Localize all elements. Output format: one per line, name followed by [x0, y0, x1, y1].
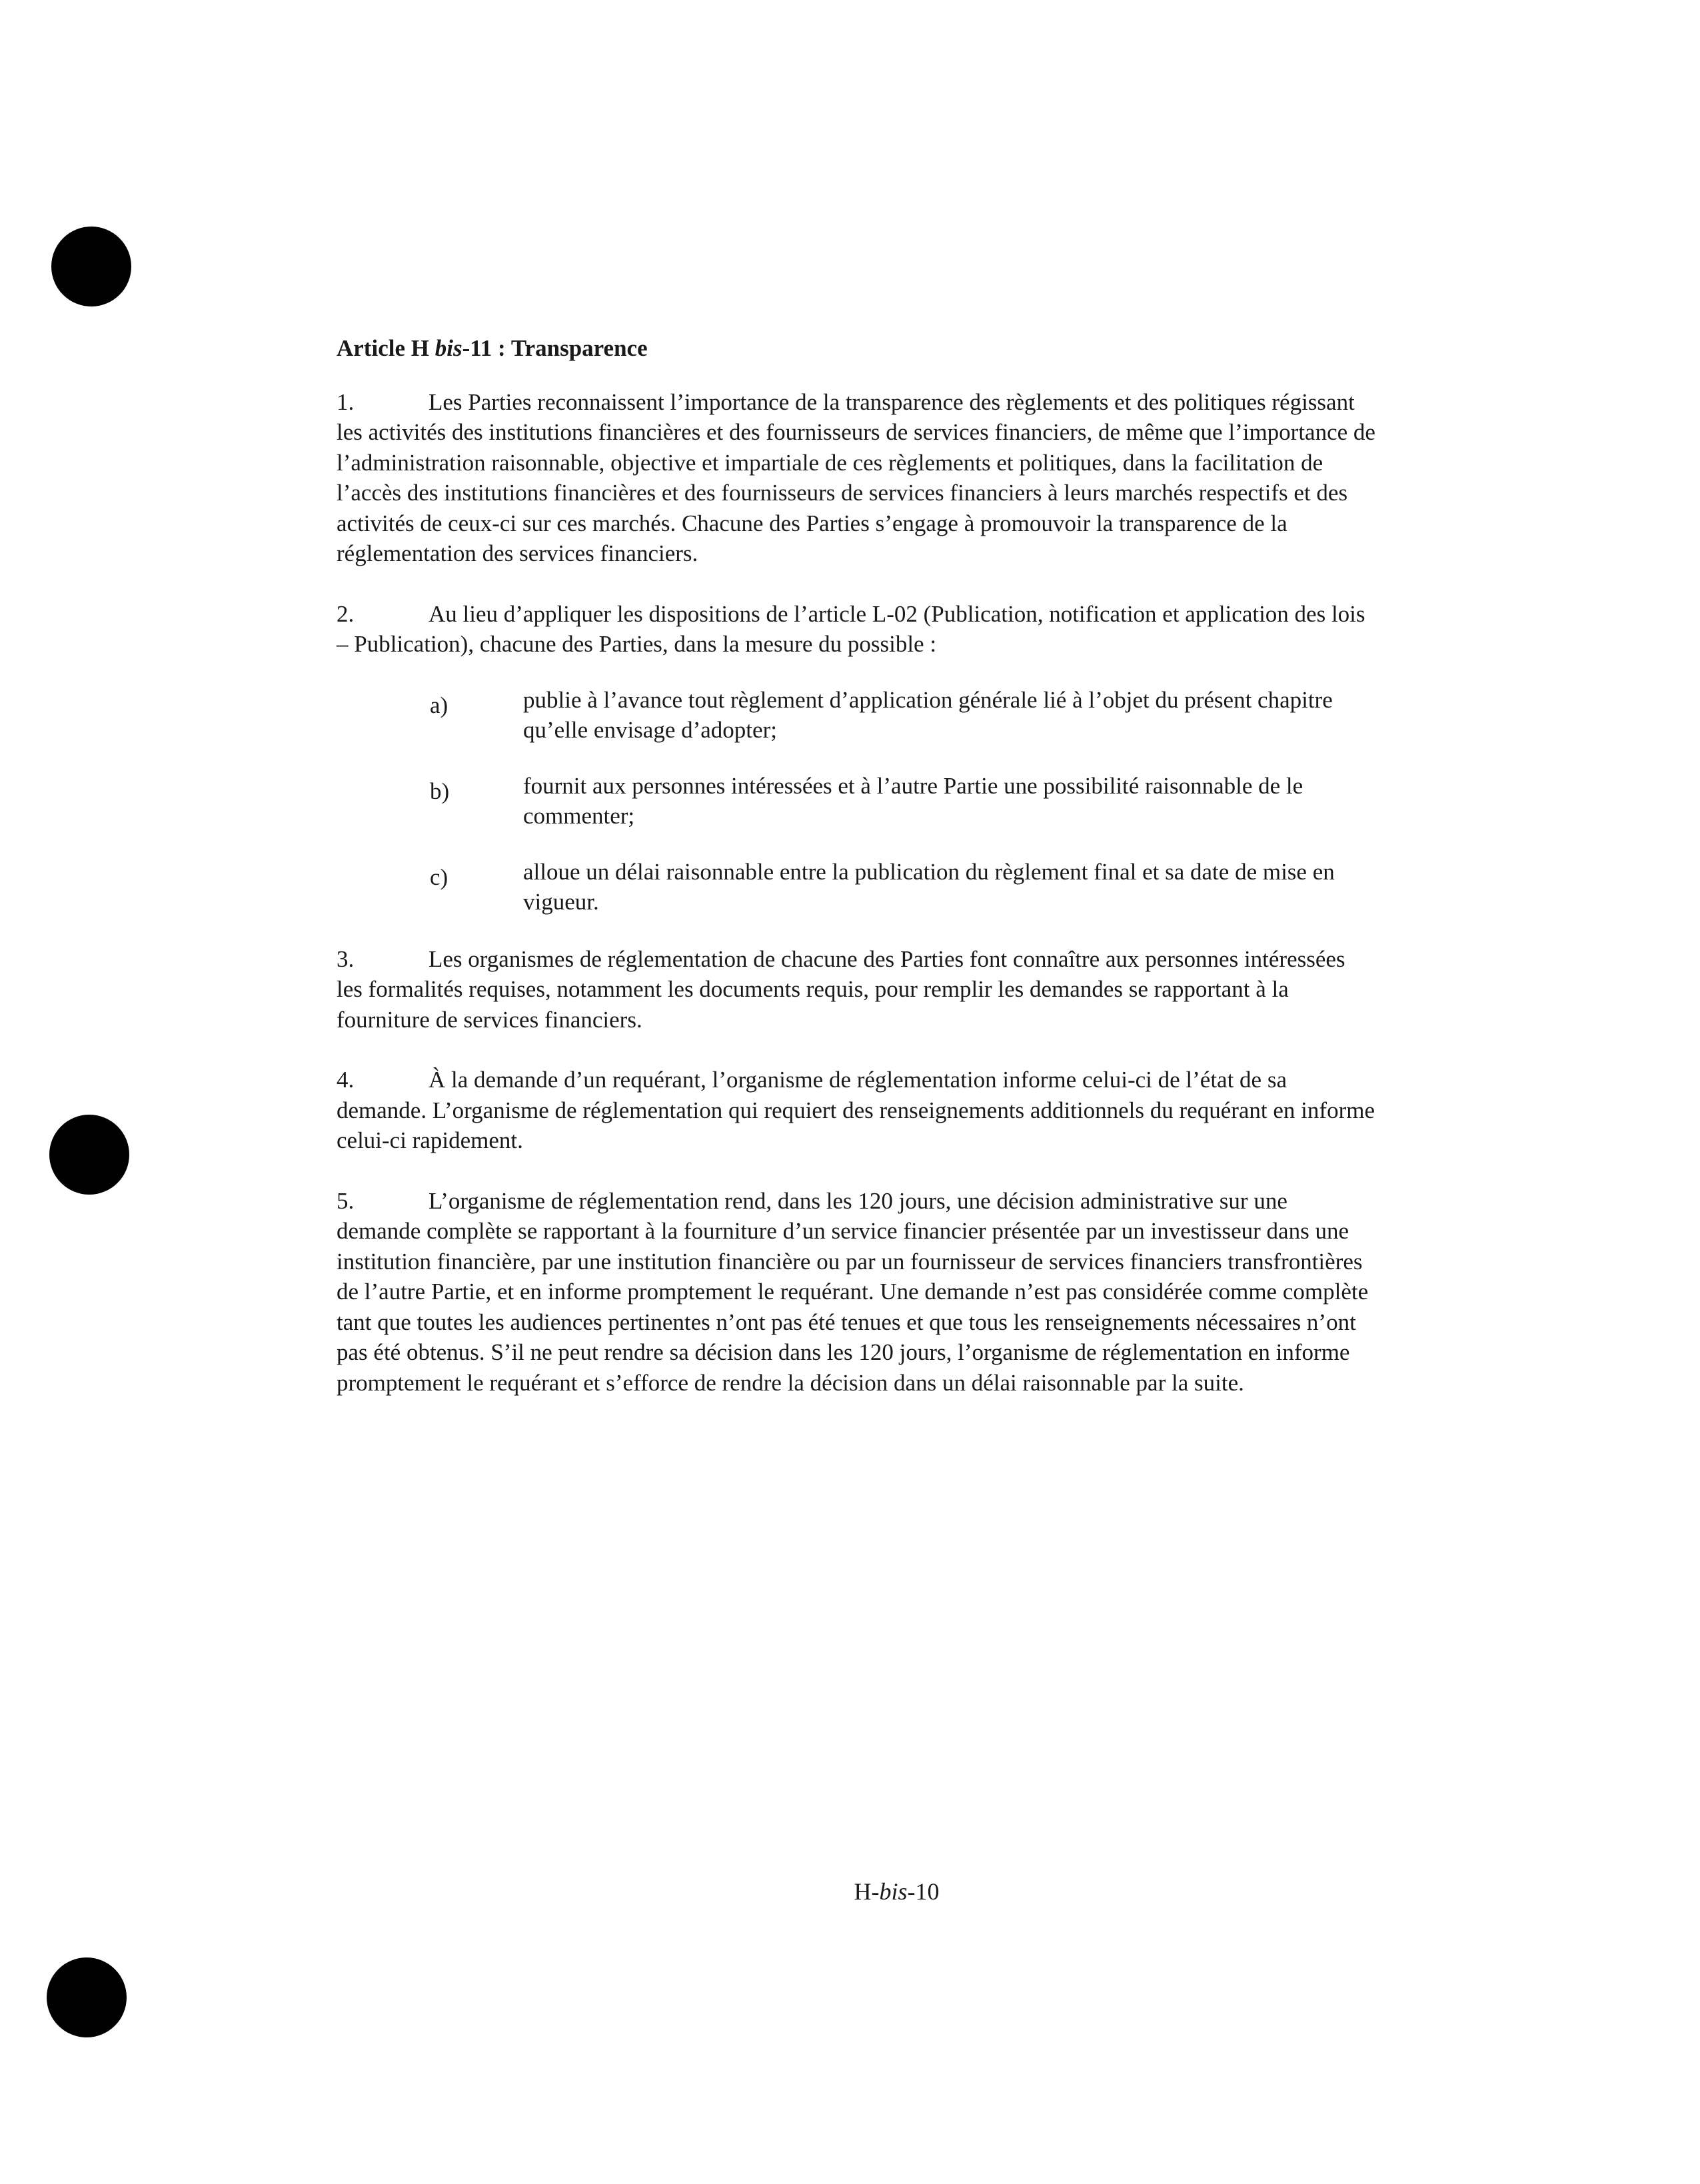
punch-hole-top — [51, 227, 131, 306]
sub-item-c — [337, 857, 1376, 917]
paragraph-text: Les Parties reconnaissent l’importance de la transparence des règlements et des politiques régissant les activités des institutions financières et des fournisseurs de services financiers, de même que l’importance de l’administration raisonnable, objective et impartiale de ces règlements et politiques, dans la facilitation de l’accès des institutions financières et des fournisseurs de services financiers à leurs marchés respectifs et des activités de ceux-ci sur ces marchés. Chacune des Parties s’engage à promouvoir la transparence de la réglementation des services financiers. — [337, 388, 1375, 566]
paragraph-3 — [337, 944, 1376, 1035]
paragraph-5 — [337, 1186, 1376, 1398]
paragraph-2 — [337, 599, 1376, 660]
punch-hole-middle — [49, 1115, 129, 1195]
paragraph-text: Au lieu d’appliquer les dispositions de l’article L-02 (Publication, notification et application des lois – Publication), chacune des Parties, dans la mesure du possible : — [337, 600, 1365, 657]
sub-item-list — [337, 685, 1376, 917]
punch-hole-bottom — [47, 1957, 127, 2037]
sub-item-letter: c) — [430, 863, 448, 890]
page-number — [0, 1878, 1700, 1906]
sub-item-text: publie à l’avance tout règlement d’application générale lié à l’objet du présent chapitre qu’elle envisage d’adopter; — [523, 686, 1333, 743]
paragraph-number: 1. — [337, 388, 355, 415]
paragraph-1 — [337, 387, 1376, 569]
paragraph-number: 2. — [337, 600, 355, 627]
article-heading — [337, 333, 1376, 364]
page-number-italic: bis — [879, 1878, 908, 1905]
article-heading-suffix: -11 : Transparence — [462, 335, 648, 361]
article-heading-italic: bis — [434, 335, 462, 361]
sub-item-text: fournit aux personnes intéressées et à l’autre Partie une possibilité raisonnable de le commenter; — [523, 772, 1303, 829]
sub-item-a — [337, 685, 1376, 746]
sub-item-text: alloue un délai raisonnable entre la publication du règlement final et sa date de mise en vigueur. — [523, 858, 1335, 915]
paragraph-number: 3. — [337, 945, 355, 972]
sub-item-b — [337, 771, 1376, 831]
sub-item-letter: a) — [430, 692, 448, 718]
page-number-suffix: -10 — [907, 1878, 940, 1905]
paragraph-text: L’organisme de réglementation rend, dans les 120 jours, une décision administrative sur une demande complète se rapportant à la fourniture d’un service financier présentée par un investisseur dans une institution financière, par une institution financière ou par un fournisseur de services financiers transfrontières de l’autre Partie, et en informe promptement le requérant. Une demande n’est pas considérée comme complète tant que toutes les audiences pertinentes n’ont pas été tenues et que tous les renseignements nécessaires n’ont pas été obtenus. S’il ne peut rendre sa décision dans les 120 jours, l’organisme de réglementation en informe promptement le requérant et s’efforce de rendre la décision dans un délai raisonnable par la suite. — [337, 1187, 1369, 1396]
paragraph-number: 4. — [337, 1067, 355, 1093]
paragraph-text: À la demande d’un requérant, l’organisme de réglementation informe celui-ci de l’état de sa demande. L’organisme de réglementation qui requiert des renseignements additionnels du requérant en informe celui-ci rapidement. — [337, 1067, 1375, 1153]
article-heading-prefix: Article H — [337, 335, 435, 361]
sub-item-letter: b) — [430, 778, 450, 804]
document-body — [337, 333, 1376, 1428]
page-number-prefix: H- — [854, 1878, 880, 1905]
paragraph-text: Les organismes de réglementation de chacune des Parties font connaître aux personnes intéressées les formalités requises, notamment les documents requis, pour remplir les demandes se rapportant à la fourniture de services financiers. — [337, 945, 1345, 1033]
paragraph-number: 5. — [337, 1187, 355, 1214]
paragraph-4 — [337, 1065, 1376, 1156]
